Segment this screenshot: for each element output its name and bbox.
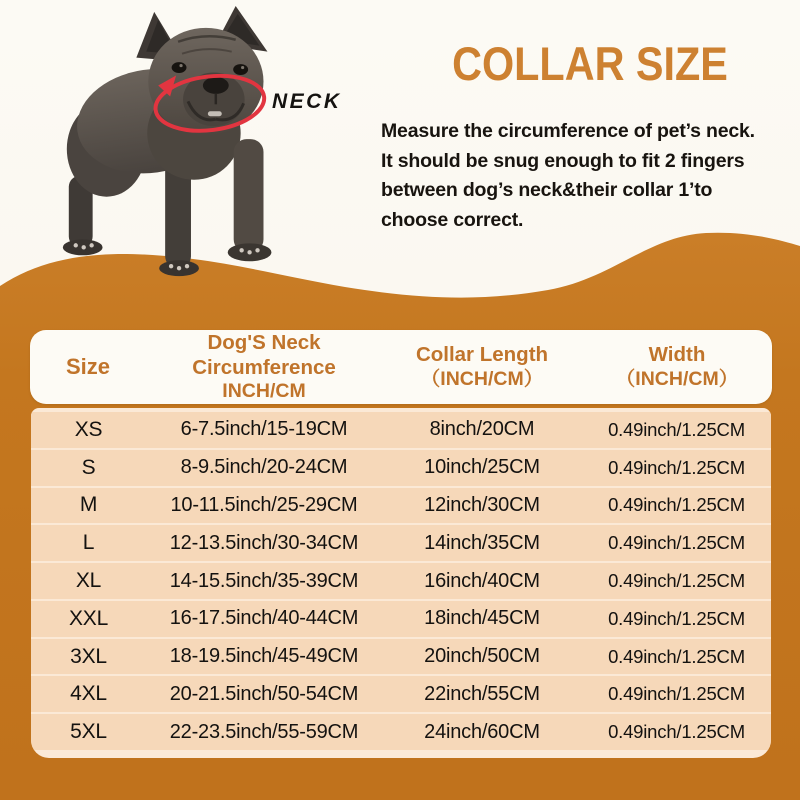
cell-width: 0.49inch/1.25CM — [608, 645, 745, 667]
column-header-neck-label: Dog'S Neck Circumference — [192, 331, 336, 379]
cell-size: M — [79, 493, 98, 517]
column-header-size — [30, 354, 146, 380]
column-header-neck-circumference — [146, 331, 382, 402]
table-row-3xl — [31, 639, 771, 675]
column-header-size-label: Size — [65, 354, 111, 380]
table-row-xs — [31, 412, 771, 448]
cell-collar-length: 8inch/20CM — [429, 418, 535, 441]
cell-collar-length: 20inch/50CM — [424, 645, 540, 668]
instruction-line-4: choose correct. — [381, 208, 524, 231]
cell-width: 0.49inch/1.25CM — [608, 418, 745, 440]
cell-neck-circumference: 8-9.5inch/20-24CM — [180, 456, 348, 479]
cell-neck-circumference: 12-13.5inch/30-34CM — [169, 531, 359, 554]
cell-size: S — [81, 455, 96, 479]
table-row-4xl — [31, 676, 771, 712]
instruction-line-3: between dog’s neck&their collar 1’to — [381, 179, 713, 201]
column-header-length-label: Collar Length — [415, 343, 549, 367]
measure-instructions — [381, 117, 800, 235]
cell-collar-length: 22inch/55CM — [424, 682, 540, 705]
cell-neck-circumference: 6-7.5inch/15-19CM — [180, 418, 348, 441]
cell-neck-circumference: 16-17.5inch/40-44CM — [169, 607, 359, 630]
table-row-xxl — [31, 601, 771, 637]
cell-collar-length: 24inch/60CM — [424, 720, 540, 743]
instruction-line-1: Measure the circumference of pet’s neck. — [381, 120, 755, 142]
cell-collar-length: 18inch/45CM — [424, 607, 540, 630]
column-header-collar-length — [382, 343, 582, 390]
cell-width: 0.49inch/1.25CM — [608, 607, 745, 629]
column-header-width-unit: （INCH/CM） — [615, 367, 739, 390]
cell-width: 0.49inch/1.25CM — [608, 456, 745, 478]
cell-width: 0.49inch/1.25CM — [608, 532, 745, 554]
cell-size: 5XL — [70, 720, 107, 744]
collar-size-title: COLLAR SIZE — [452, 37, 728, 90]
cell-neck-circumference: 14-15.5inch/35-39CM — [169, 569, 359, 592]
cell-size: 4XL — [70, 682, 107, 706]
cell-collar-length: 16inch/40CM — [424, 569, 540, 592]
cell-width: 0.49inch/1.25CM — [608, 721, 745, 743]
column-header-width-label: Width — [648, 343, 706, 367]
cell-collar-length: 14inch/35CM — [424, 531, 540, 554]
instruction-line-2: It should be snug enough to fit 2 fingers — [381, 149, 745, 172]
cell-size: L — [82, 531, 95, 555]
cell-size: 3XL — [70, 644, 107, 668]
table-row-m — [31, 488, 771, 524]
cell-size: XL — [75, 569, 102, 593]
neck-label: NECK — [272, 90, 342, 113]
cell-size: XXL — [68, 606, 109, 630]
table-row-s — [31, 450, 771, 486]
cell-collar-length: 12inch/30CM — [424, 493, 540, 516]
table-row-l — [31, 525, 771, 561]
size-chart-header — [30, 330, 772, 404]
cell-collar-length: 10inch/25CM — [424, 456, 540, 479]
column-header-width — [582, 343, 772, 390]
cell-width: 0.49inch/1.25CM — [608, 494, 745, 516]
column-header-neck-unit: INCH/CM — [222, 379, 306, 402]
table-row-xl — [31, 563, 771, 599]
table-row-5xl — [31, 714, 771, 750]
cell-neck-circumference: 22-23.5inch/55-59CM — [169, 720, 359, 743]
cell-neck-circumference: 10-11.5inch/25-29CM — [170, 493, 358, 516]
cell-neck-circumference: 20-21.5inch/50-54CM — [169, 682, 359, 705]
size-chart-body — [31, 408, 771, 758]
cell-neck-circumference: 18-19.5inch/45-49CM — [169, 645, 359, 668]
cell-width: 0.49inch/1.25CM — [608, 683, 745, 705]
cell-width: 0.49inch/1.25CM — [608, 570, 745, 592]
cell-size: XS — [74, 417, 103, 441]
column-header-length-unit: （INCH/CM） — [420, 367, 544, 390]
dog-illustration — [38, 2, 338, 300]
